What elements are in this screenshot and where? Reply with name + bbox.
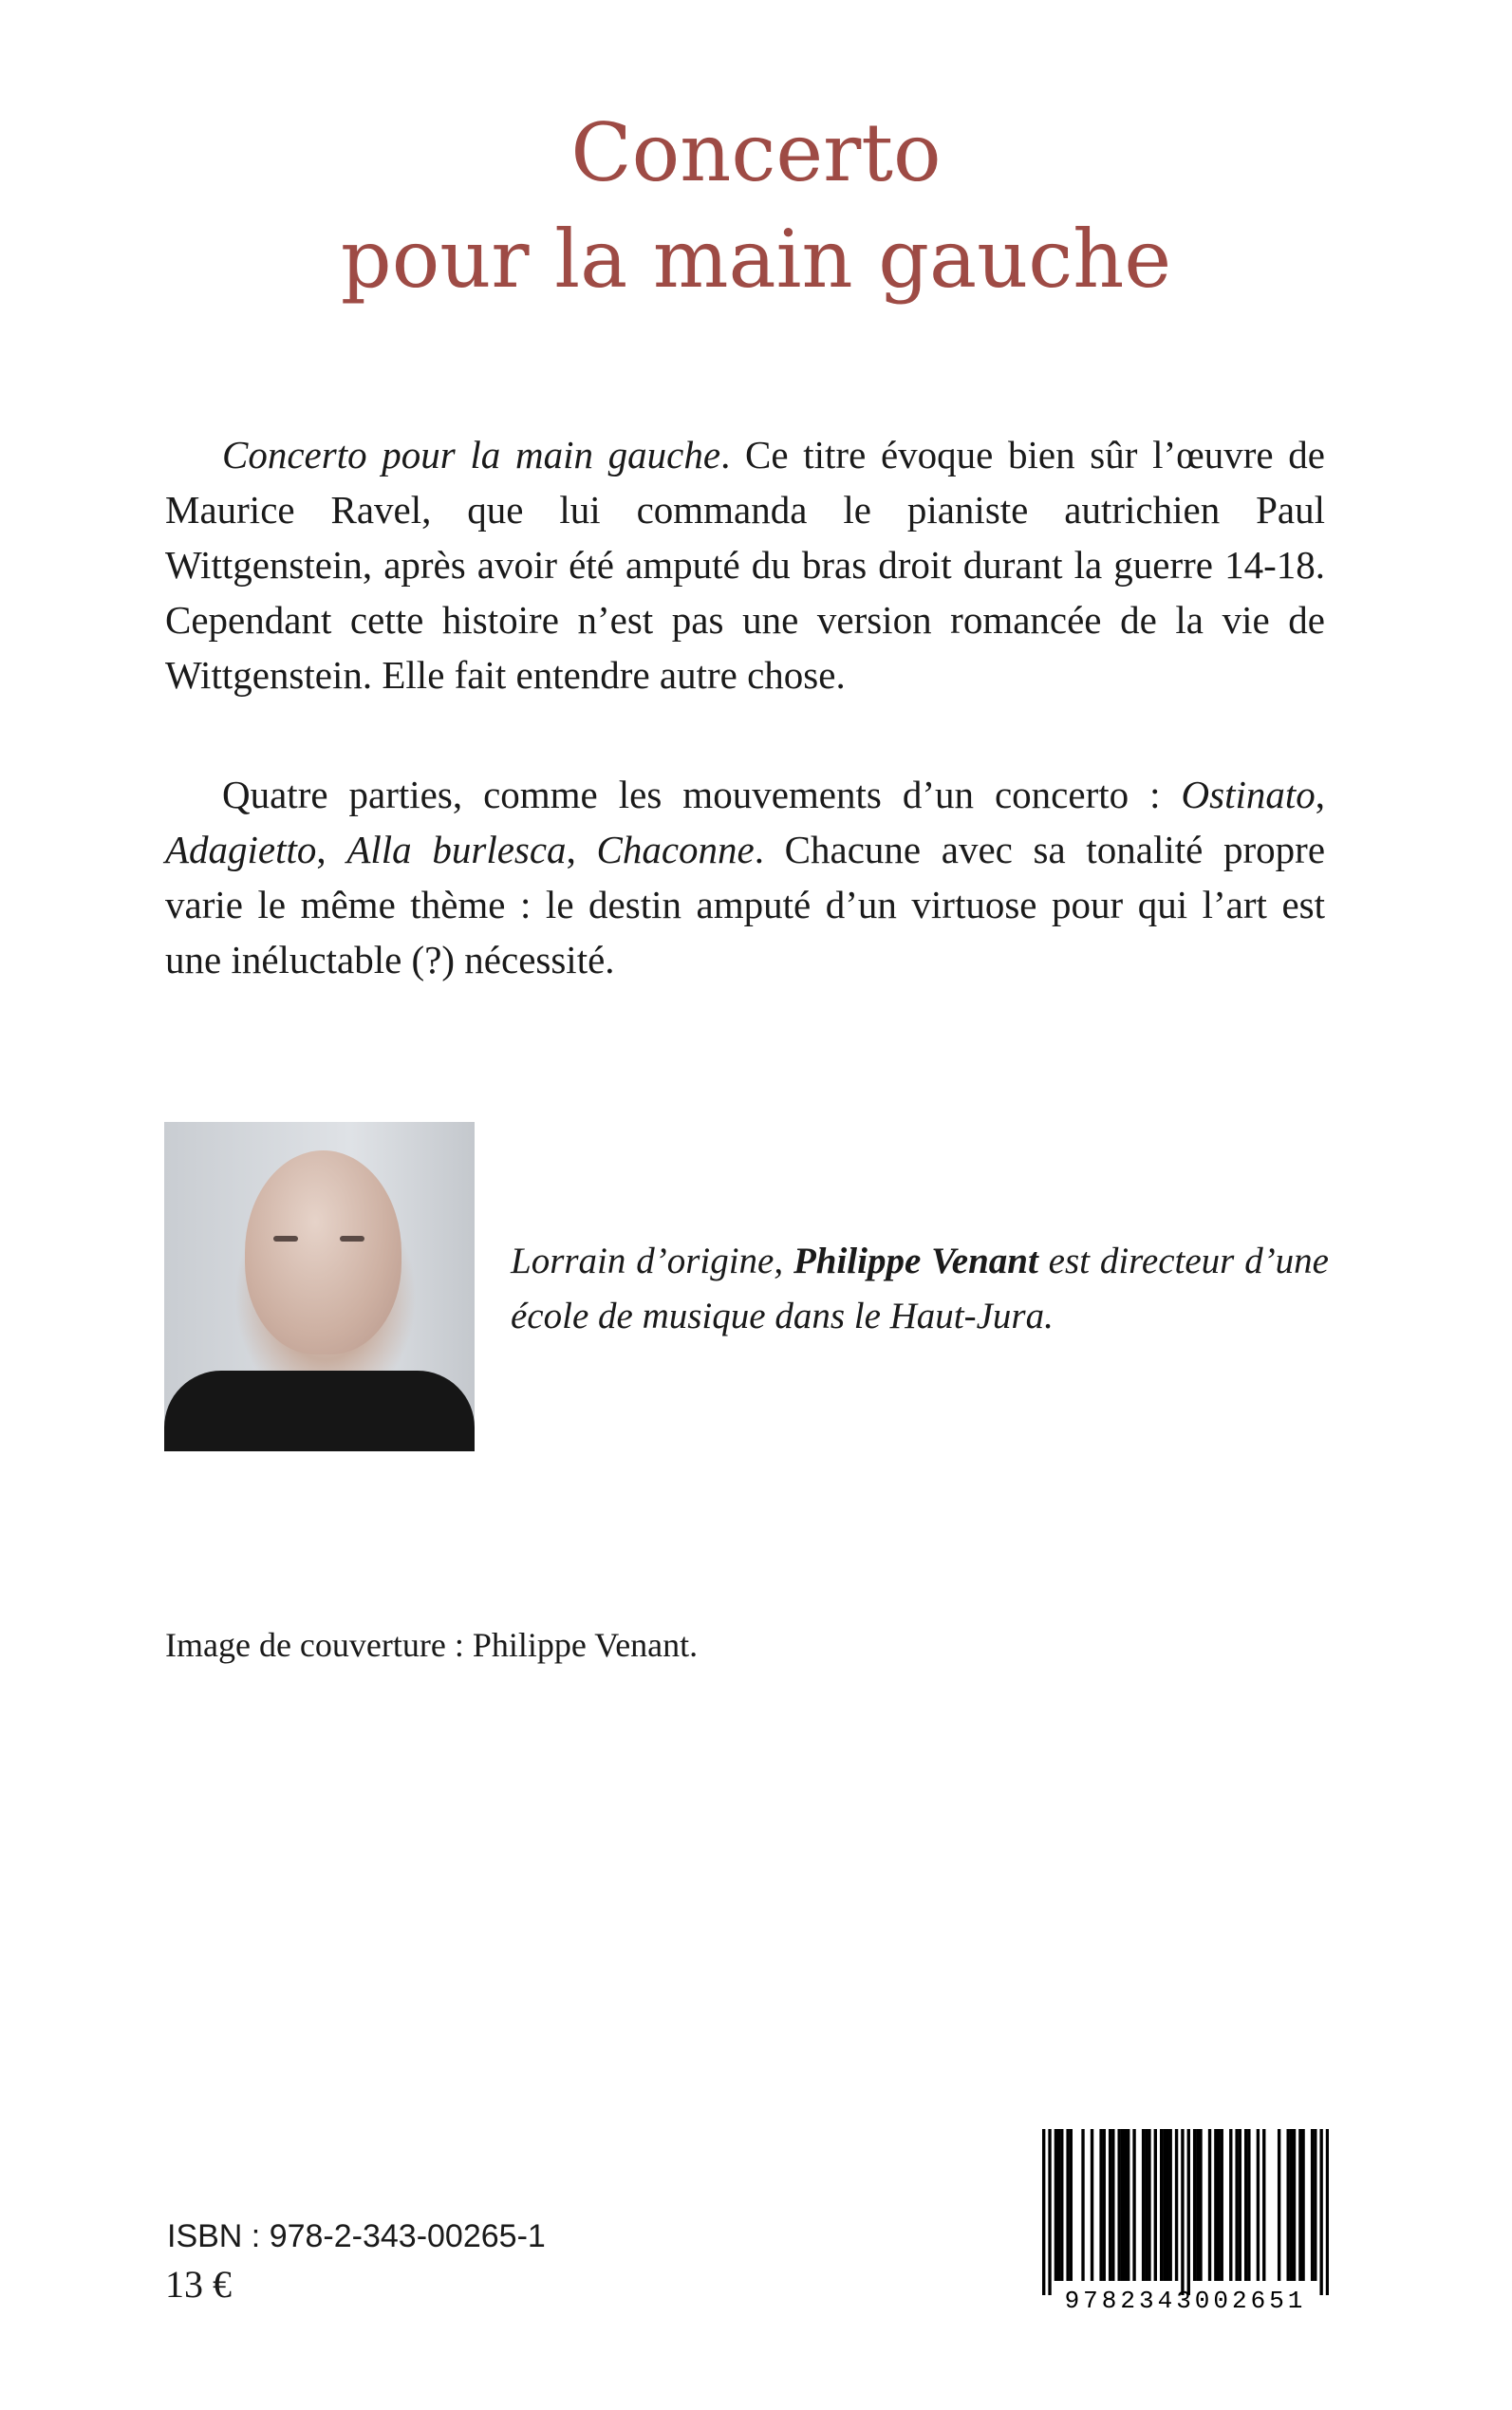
barcode-bar	[1208, 2129, 1211, 2281]
author-name: Philippe Venant	[793, 1241, 1038, 1281]
barcode-bar	[1278, 2129, 1280, 2281]
barcode-bar	[1160, 2129, 1163, 2281]
barcode-bar	[1196, 2129, 1199, 2281]
barcode-bar	[1229, 2129, 1232, 2281]
blurb-title-italic: Concerto pour la main gauche	[222, 433, 721, 476]
barcode-bar	[1257, 2129, 1260, 2281]
barcode-bar	[1042, 2129, 1045, 2295]
barcode-bar	[1154, 2129, 1157, 2281]
movement-ostinato: Ostinato	[1181, 773, 1316, 816]
barcode-bar	[1193, 2129, 1196, 2281]
barcode-bar	[1099, 2129, 1102, 2281]
movement-adagietto: Adagietto	[165, 828, 317, 871]
barcode-bar	[1239, 2129, 1241, 2281]
blurb-paragraph-2-end: . Chacune avec sa tonalité propre varie le même thème : le destin amputé d’un virtuose pour qui l’art est une inéluctable (?) nécessité.	[165, 828, 1326, 981]
barcode-bar	[1148, 2129, 1150, 2281]
barcode-bar	[1293, 2129, 1296, 2281]
barcode-graphic	[1042, 2129, 1329, 2314]
barcode	[1042, 2129, 1329, 2314]
barcode-bar	[1057, 2129, 1060, 2281]
movement-separator-1: ,	[1315, 773, 1325, 816]
barcode-bar	[1163, 2129, 1166, 2281]
blurb-paragraph-1	[165, 427, 1325, 702]
author-photo-shirt	[164, 1371, 475, 1451]
author-photo-head	[245, 1150, 401, 1354]
barcode-bar	[1103, 2129, 1106, 2281]
barcode-bar	[1132, 2129, 1135, 2281]
author-bio-after: est directeur d’une école de musique dans le Haut-Jura.	[511, 1241, 1329, 1336]
title-line-1: Concerto	[570, 106, 942, 199]
barcode-bar	[1169, 2129, 1172, 2281]
author-photo-eye-right	[340, 1236, 364, 1242]
barcode-bar	[1221, 2129, 1223, 2281]
barcode-bar	[1326, 2129, 1329, 2295]
barcode-bar	[1124, 2129, 1127, 2281]
barcode-digits: 9782343002651	[1064, 2287, 1307, 2314]
barcode-bar	[1070, 2129, 1073, 2281]
barcode-bar	[1199, 2129, 1202, 2281]
barcode-bar	[1187, 2129, 1190, 2295]
movement-separator-3: ,	[566, 828, 597, 871]
price-text: 13 €	[165, 2263, 232, 2306]
barcode-bar	[1319, 2129, 1322, 2295]
cover-image-credit: Image de couverture : Philippe Venant.	[165, 1626, 699, 1664]
barcode-bar	[1066, 2129, 1069, 2281]
barcode-bar	[1060, 2129, 1063, 2281]
blurb-paragraph-2-start: Quatre parties, comme les mouvements d’un concerto :	[222, 773, 1182, 816]
barcode-bar	[1121, 2129, 1124, 2281]
blurb-paragraph-2	[165, 767, 1325, 987]
author-photo	[164, 1122, 475, 1451]
movement-chaconne: Chaconne	[596, 828, 755, 871]
barcode-bar	[1290, 2129, 1293, 2281]
barcode-bar	[1145, 2129, 1148, 2281]
barcode-bar	[1117, 2129, 1120, 2281]
barcode-bar	[1142, 2129, 1145, 2281]
barcode-bar	[1214, 2129, 1217, 2281]
barcode-bar	[1109, 2129, 1111, 2281]
barcode-bar	[1081, 2129, 1084, 2281]
author-bio-before: Lorrain d’origine,	[511, 1241, 793, 1281]
title-line-2: pour la main gauche	[340, 213, 1172, 306]
barcode-bar	[1244, 2129, 1247, 2281]
barcode-bar	[1314, 2129, 1316, 2281]
barcode-bar	[1262, 2129, 1265, 2281]
movement-separator-2: ,	[316, 828, 347, 871]
barcode-bar	[1298, 2129, 1301, 2281]
blurb-paragraph-1-text: . Ce titre évoque bien sûr l’œuvre de Maurice Ravel, que lui commanda le pianiste autrichien Paul Wittgenstein, après avoir été amputé du bras droit durant la guerre 14-18. Cependant cette histoire n’est pas une version romancée de la vie de Wittgenstein. Elle fait entendre autre chose.	[165, 433, 1325, 697]
barcode-bar	[1217, 2129, 1220, 2281]
barcode-bar	[1181, 2129, 1184, 2295]
barcode-bar	[1048, 2129, 1051, 2295]
author-photo-eye-left	[273, 1236, 298, 1242]
barcode-bar	[1301, 2129, 1304, 2281]
barcode-bar	[1175, 2129, 1178, 2281]
book-title	[0, 100, 1512, 312]
barcode-bar	[1127, 2129, 1129, 2281]
barcode-bar	[1091, 2129, 1093, 2281]
barcode-bar	[1111, 2129, 1114, 2281]
isbn-text: ISBN : 978-2-343-00265-1	[167, 2218, 546, 2254]
movement-alla-burlesca: Alla burlesca	[346, 828, 567, 871]
barcode-bar	[1235, 2129, 1238, 2281]
barcode-bar	[1247, 2129, 1250, 2281]
barcode-bar	[1166, 2129, 1168, 2281]
barcode-bars	[1042, 2129, 1329, 2295]
barcode-bar	[1286, 2129, 1289, 2281]
author-bio	[511, 1234, 1329, 1344]
barcode-bar	[1311, 2129, 1314, 2281]
barcode-bar	[1055, 2129, 1057, 2281]
